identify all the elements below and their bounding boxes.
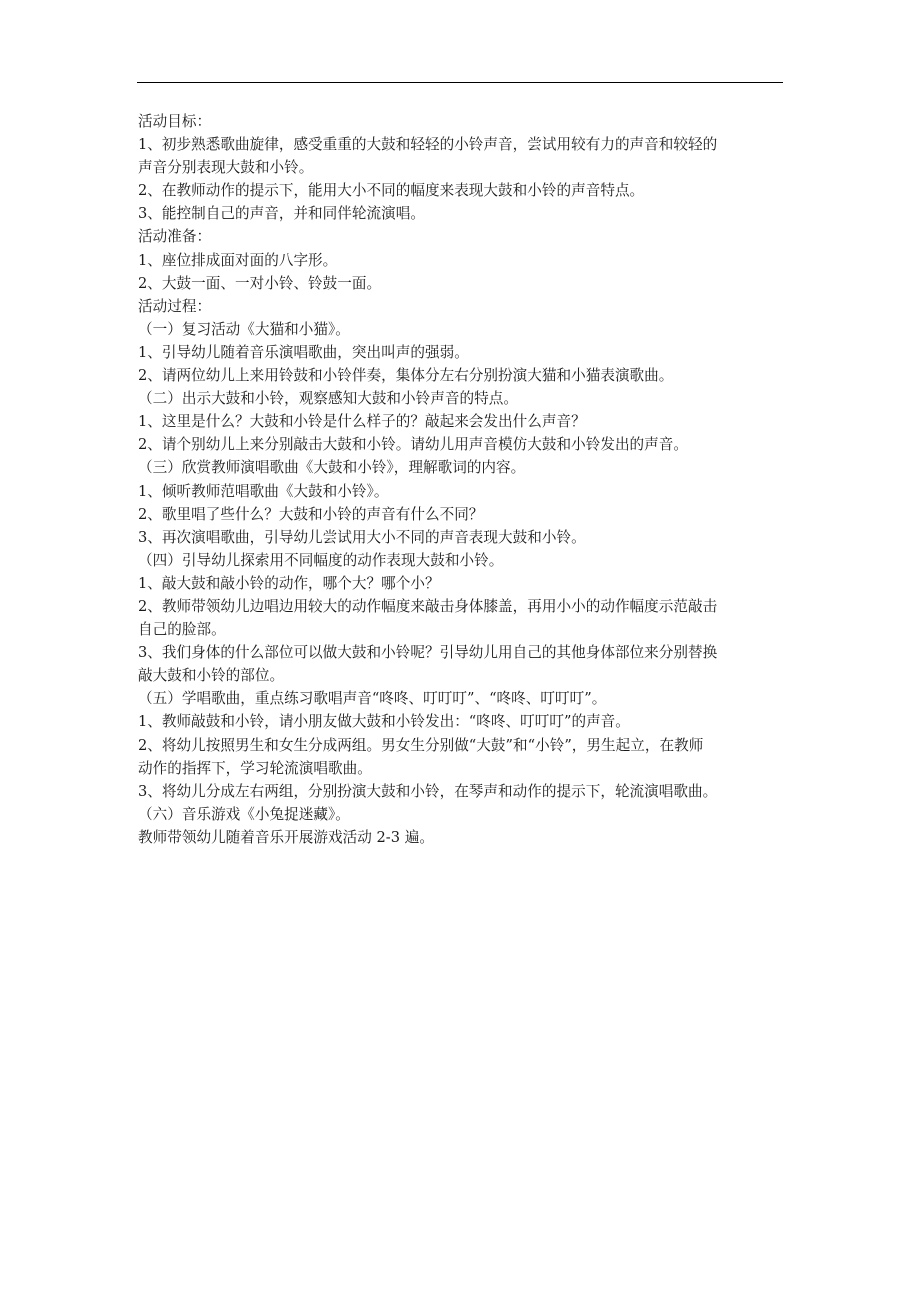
step-heading: （三）欣赏教师演唱歌曲《大鼓和小铃》，理解歌词的内容。 [138,459,526,477]
step-heading: （六）音乐游戏《小兔捉迷藏》。 [138,805,350,823]
text-line: 2、在教师动作的提示下，能用大小不同的幅度来表现大鼓和小铃的声音特点。 [138,182,645,200]
text-line: 1、倾听教师范唱歌曲《大鼓和小铃》。 [138,482,389,500]
text-line: 1、引导幼儿随着音乐演唱歌曲，突出叫声的强弱。 [138,343,469,361]
text-line: 3、我们身体的什么部位可以做大鼓和小铃呢？引导幼儿用自己的其他身体部位来分别替换 [138,644,718,662]
text-line: 2、教师带领幼儿边唱边用较大的动作幅度来敲击身体膝盖，再用小小的动作幅度示范敲击 [138,597,718,615]
text-line: 1、座位排成面对面的八字形。 [138,251,338,269]
text-line: 1、敲大鼓和敲小铃的动作，哪个大？哪个小？ [138,574,440,592]
text-line: 3、能控制自己的声音，并和同伴轮流演唱。 [138,205,425,223]
text-line: 3、将幼儿分成左右两组，分别扮演大鼓和小铃，在琴声和动作的提示下，轮流演唱歌曲。 [138,782,718,800]
text-line: 2、请个别幼儿上来分别敲击大鼓和小铃。请幼儿用声音模仿大鼓和小铃发出的声音。 [138,436,689,454]
text-line: 1、教师敲鼓和小铃，请小朋友做大鼓和小铃发出：“咚咚、叮叮叮”的声音。 [138,713,630,731]
text-line: 敲大鼓和小铃的部位。 [138,667,285,685]
text-line: 自己的脸部。 [138,621,226,639]
section-heading-preparation: 活动准备： [138,228,212,246]
text-line: 1、初步熟悉歌曲旋律，感受重重的大鼓和轻轻的小铃声音，尝试用较有力的声音和较轻的 [138,136,718,154]
step-heading: （一）复习活动《大猫和小猫》。 [138,320,350,338]
text-line: 动作的指挥下，学习轮流演唱歌曲。 [138,759,372,777]
text-line: 声音分别表现大鼓和小铃。 [138,159,314,177]
header-rule [137,82,783,83]
step-heading: （五）学唱歌曲，重点练习歌唱声音“咚咚、叮叮叮”、“咚咚、叮叮叮”。 [138,690,607,708]
text-line: 2、歌里唱了些什么？大鼓和小铃的声音有什么不同？ [138,505,484,523]
text-line: 2、请两位幼儿上来用铃鼓和小铃伴奏，集体分左右分别扮演大猫和小猫表演歌曲。 [138,367,674,385]
text-line: 1、这里是什么？大鼓和小铃是什么样子的？敲起来会发出什么声音？ [138,413,586,431]
document-body [138,110,786,849]
text-line: 3、再次演唱歌曲，引导幼儿尝试用大小不同的声音表现大鼓和小铃。 [138,528,586,546]
step-heading: （四）引导幼儿探索用不同幅度的动作表现大鼓和小铃。 [138,551,504,569]
text-line: 2、大鼓一面、一对小铃、铃鼓一面。 [138,274,382,292]
text-line: 教师带领幼儿随着音乐开展游戏活动 2-3 遍。 [138,828,434,846]
section-heading-process: 活动过程： [138,297,212,315]
step-heading: （二）出示大鼓和小铃，观察感知大鼓和小铃声音的特点。 [138,390,518,408]
text-line: 2、将幼儿按照男生和女生分成两组。男女生分别做“大鼓”和“小铃”，男生起立，在教师 [138,736,704,754]
section-heading-goals: 活动目标： [138,113,212,130]
